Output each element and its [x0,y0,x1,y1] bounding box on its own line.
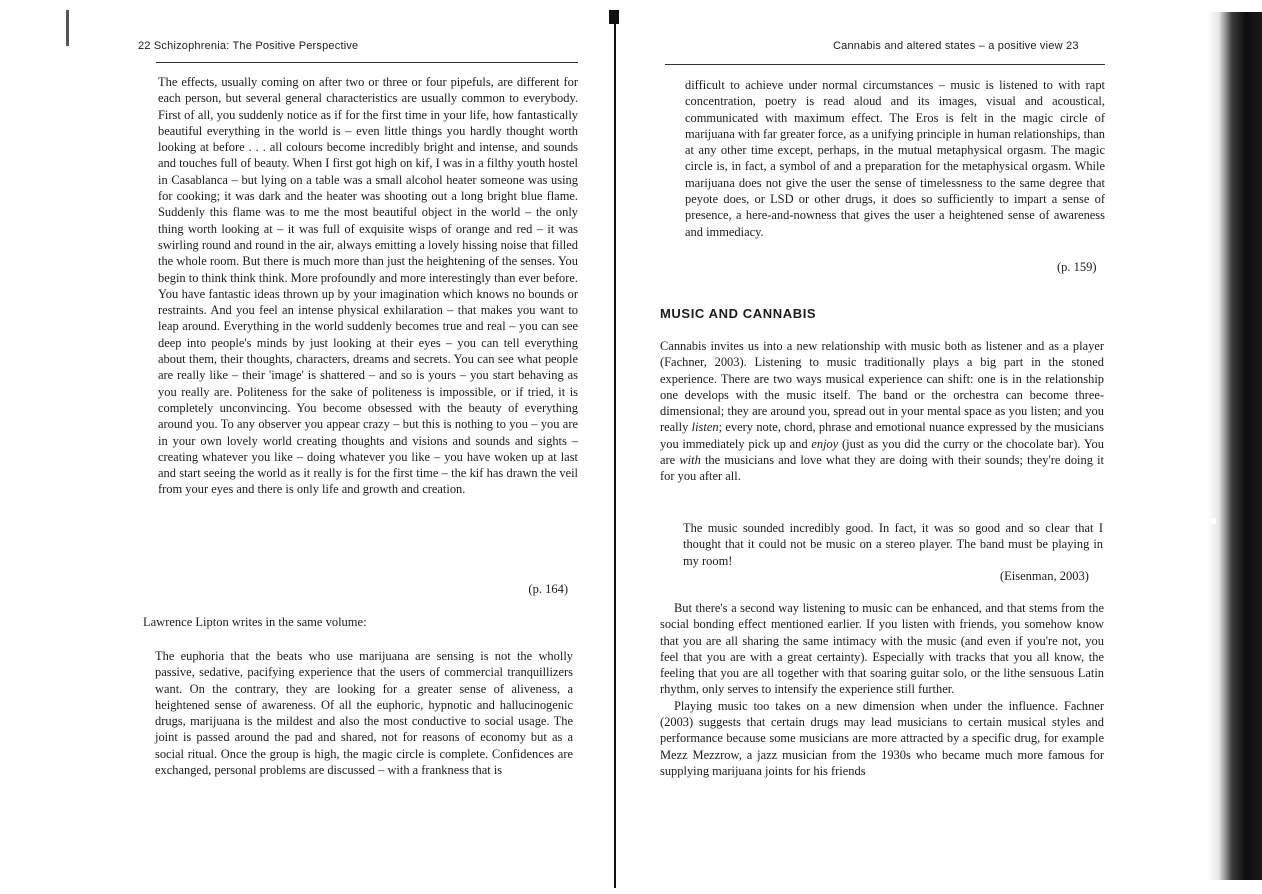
scan-dark-edge [1208,12,1262,880]
gutter-binding-line [614,10,616,888]
citation-p159: (p. 159) [1057,260,1097,274]
left-head-rule [156,62,578,63]
body-text-run: (just as you did the curry or the chocolate bar). You are [660,436,1104,468]
gutter-binding-notch [609,10,619,24]
left-page [0,0,600,894]
block-quote-lipton-continued-text: difficult to achieve under normal circumstances – music is listened to with rapt concentration, poetry is read aloud and its images, visual and acoustical, communicated with maximum effect. The Eros is felt in the magic circle of marijuana with far greater force, as a unifying principle in human relationships, than at any other time except, perhaps, in the mutual metaphysical orgasm. The magic circle is, in fact, a symbol of and a preparation for the metaphysical orgasm. While marijuana does not give the user the sense of timelessness to the same degree that peyote does, or LSD or other drugs, it does so sufficiently to impart a sense of presence, a here-and-nowness that gives the user a heightened sense of awareness and immediacy. [685,78,1105,239]
block-quote-kif-text: The effects, usually coming on after two or three or four pipefuls, are different for each person, but several general characteristics are usually common to everybody. First of all, you suddenly notice as if for the first time in your life, how fantastically beautiful everything in the world is – even little things you hardly thought worth looking at before . . . all colours become incredibly bright and intense, and sounds and touches full of beauty. When I first got high on kif, I was in a filthy youth hostel in Casablanca – but lying on a table was a small alcohol heater someone was using for cooking; it was dark and the heater was shooting out a long bright blue flame. Suddenly this flame was to me the most beautiful object in the world – the only thing worth looking at – it was full of exquisite wisps of orange and red – it was swirling round and round in the air, always emitting a lovely hissing noise that filled the whole room. But there is much more than just the heightening of the senses. You begin to think think think. More profoundly and more interestingly than ever before. You have fantastic ideas thrown up by your imagination which knows no bounds or restraints. And you feel an intense physical exhilaration – that makes you want to leap around. Everything in the world suddenly becomes true and real – you can see deep into people's minds by just looking at their eyes – you can tell everything about them, their thoughts, characters, dreams and secrets. You can see what people are really like – their 'image' is shattered – and so is yours – you start behaving as you really are. Politeness for the sake of politeness is impossible, or if tried, it is completely unconvincing. You become obsessed with the beauty of everything around you. To any observer you appear crazy – but this is nothing to you – you are in your own lovely world creating thoughts and visions and sounds and sights – creating whatever you like – doing whatever you like – you have woken up at last and start seeing the world as it really is for the first time – the kif has drawn the veil from your eyes and there is only life and growth and creation. [158,75,579,497]
lipton-intro-line: Lawrence Lipton writes in the same volume: [143,615,367,629]
left-running-head: 22 Schizophrenia: The Positive Perspective [138,40,359,52]
block-quote-kif [158,74,578,498]
section-heading-music-and-cannabis: MUSIC AND CANNABIS [660,306,817,321]
block-quote-eisenman [683,520,1103,569]
scan-speck [66,10,69,46]
block-quote-lipton-text: The euphoria that the beats who use marijuana are sensing is not the wholly passive, sedative, pacifying experience that the users of commercial tranquillizers want. On the contrary, they are looking for a greater sense of aliveness, a heightened sense of awareness. Of all the euphoric, hypnotic and hallucinogenic drugs, marijuana is the mildest and also the most conductive to social usage. The joint is passed around the pad and shared, not for reasons of economy but as a social ritual. Once the group is high, the magic circle is complete. Confidences are exchanged, personal problems are discussed – with a frankness that is [155,649,573,778]
emphasis-listen: listen [691,420,719,435]
body-text-run: ; every note, chord, phrase and emotional nuance expressed by the musicians you immediately pick up and [660,420,1104,451]
body-paragraph-social-bonding: But there's a second way listening to music can be enhanced, and that stems from the social bonding effect mentioned earlier. If you listen with friends, you somehow know that you are all sharing the same intimacy with the music (and even if you're not, you feel that you are with a great certainty). Especially with tracks that you all know, the feeling that you are all together with that soaring guitar solo, or the lithe sensuous Latin rhythm, only serves to intensify the experience still further. [660,601,1104,697]
body-paragraphs-listening [660,600,1104,779]
body-paragraph-music [660,338,1104,485]
citation-p164: (p. 164) [528,582,568,596]
block-quote-lipton-continued [685,77,1105,240]
block-quote-eisenman-text: The music sounded incredibly good. In fact, it was so good and so clear that I thought that it could not be music on a stereo player. The band must be playing in my room! [683,521,1103,568]
right-running-head: Cannabis and altered states – a positive view 23 [833,40,1079,52]
right-head-rule [665,64,1105,65]
scan-edge-fleck [1210,518,1216,524]
block-quote-lipton [155,648,573,778]
emphasis-with: with [679,453,701,468]
citation-eisenman: (Eisenman, 2003) [1000,569,1089,583]
body-paragraph-music-text [660,338,1104,485]
right-page [620,0,1262,894]
body-text-run: the musicians and love what they are doing with their sounds; they're doing it for you after all. [660,453,1105,484]
emphasis-enjoy: enjoy [811,436,839,451]
body-text-run: Cannabis invites us into a new relationship with music both as listener and as a player (Fachner, 2003). Listening to music traditionally plays a big part in the stoned experience. There are two ways musical experience can shift: one is in the relationship one develops with the music itself. The band or the orchestra can become three-dimensional; they are around you, spread out in your mental space as you listen; and you really [660,339,1104,435]
body-paragraph-playing-music: Playing music too takes on a new dimension when under the influence. Fachner (2003) suggests that certain drugs may lead musicians to certain musical styles and performance because some musicians are more attracted by a specific drug, for example Mezz Mezzrow, a jazz musician from the 1930s who became much more famous for supplying marijuana joints for his friends [660,698,1104,778]
